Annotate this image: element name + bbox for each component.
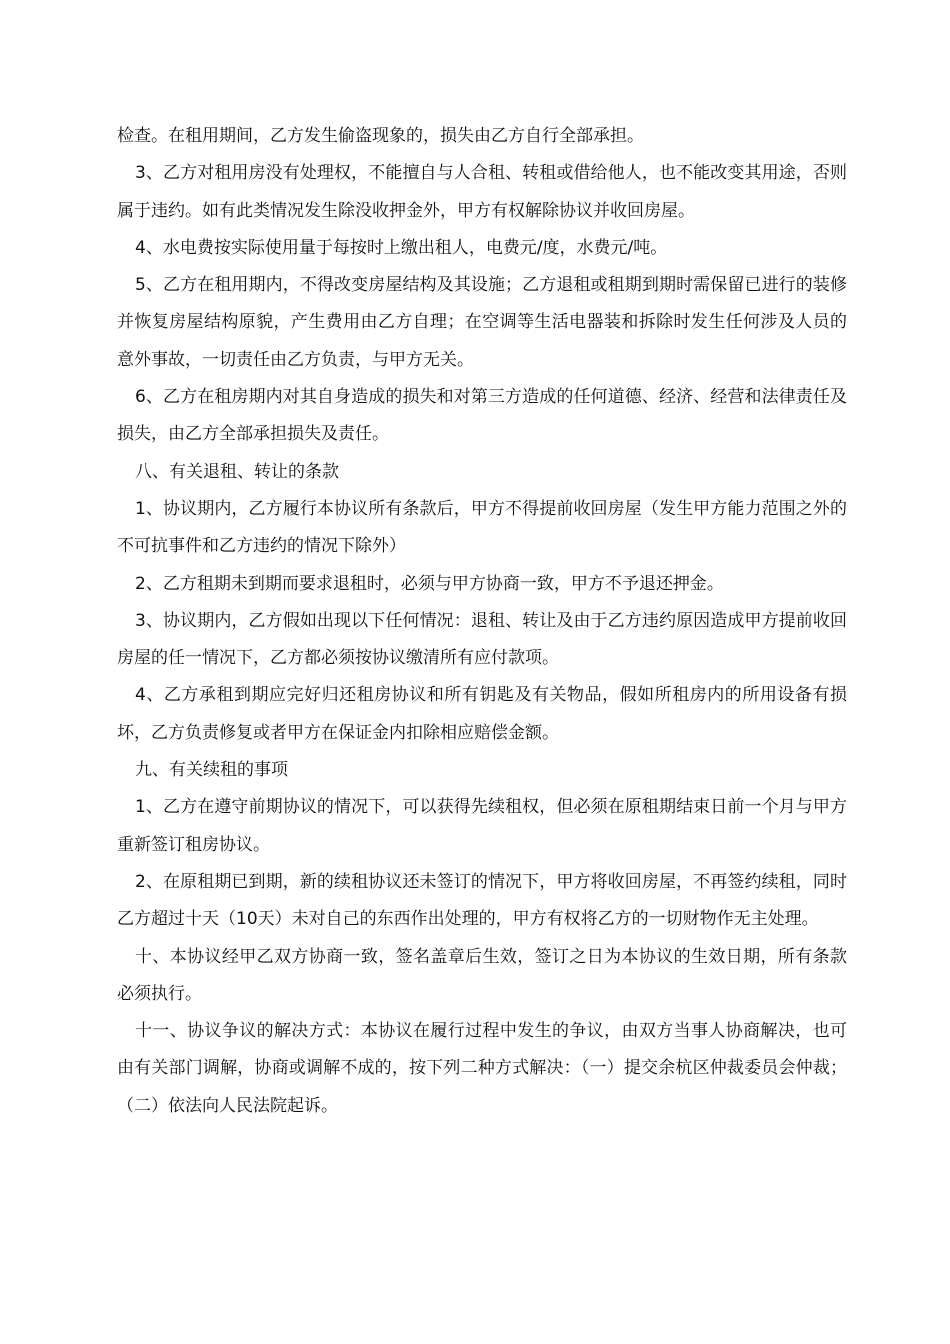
paragraph-clause-3-subletting: 3、乙方对租用房没有处理权，不能擅自与人合租、转租或借给他人，也不能改变其用途，否则属于违约。如有此类情况发生除没收押金外，甲方有权解除协议并收回房屋。 <box>117 163 847 221</box>
section-heading-8: 八、有关退租、转让的条款 <box>135 461 339 482</box>
paragraph-section8-item-1: 1、协议期内，乙方履行本协议所有条款后，甲方不得提前收回房屋（发生甲方能力范围之外的不可抗事件和乙方违约的情况下除外） <box>117 498 847 557</box>
paragraph-section9-item-2: 2、在原租期已到期，新的续租协议还未签订的情况下，甲方将收回房屋，不再签约续租，同时乙方超过十天（10天）未对自己的东西作出处理的，甲方有权将乙方的一切财物作无主处理。 <box>117 871 847 930</box>
paragraph-section8-item-3: 3、协议期内，乙方假如出现以下任何情况：退租、转让及由于乙方违约原因造成甲方提前收回房屋的任一情况下，乙方都必须按协议缴清所有应付款项。 <box>117 610 847 669</box>
paragraph-section-11: 十一、协议争议的解决方式：本协议在履行过程中发生的争议，由双方当事人协商解决，也可由有关部门调解，协商或调解不成的，按下列二种方式解决：（一）提交余杭区仲裁委员会仲裁；（二）依法向人民法院起诉。 <box>117 1021 847 1116</box>
paragraph-section8-item-4: 4、乙方承租到期应完好归还租房协议和所有钥匙及有关物品，假如所租房内的所用设备有损坏，乙方负责修复或者甲方在保证金内扣除相应赔偿金额。 <box>117 685 847 743</box>
paragraph-clause-6-liability: 6、乙方在租房期内对其自身造成的损失和对第三方造成的任何道德、经济、经营和法律责任及损失，由乙方全部承担损失及责任。 <box>117 387 847 445</box>
paragraph-section-10: 十、本协议经甲乙双方协商一致，签名盖章后生效，签订之日为本协议的生效日期，所有条款必须执行。 <box>117 946 847 1004</box>
paragraph-clause-4-utilities: 4、水电费按实际使用量于每按时上缴出租人，电费元/度，水费元/吨。 <box>135 237 668 258</box>
section-heading-9: 九、有关续租的事项 <box>135 760 288 781</box>
document-body <box>117 118 847 1125</box>
paragraph-continuation: 检查。在租用期间，乙方发生偷盗现象的，损失由乙方自行全部承担。 <box>117 126 644 146</box>
paragraph-section8-item-2: 2、乙方租期未到期而要求退租时，必须与甲方协商一致，甲方不予退还押金。 <box>135 573 724 594</box>
paragraph-section9-item-1: 1、乙方在遵守前期协议的情况下，可以获得先续租权，但必须在原租期结束日前一个月与甲方重新签订租房协议。 <box>117 797 847 855</box>
paragraph-clause-5-structure: 5、乙方在租用期内，不得改变房屋结构及其设施；乙方退租或租期到期时需保留已进行的装修并恢复房屋结构原貌，产生费用由乙方自理；在空调等生活电器装和拆除时发生任何涉及人员的意外事故，一切责任由乙方负责，与甲方无关。 <box>117 275 847 370</box>
